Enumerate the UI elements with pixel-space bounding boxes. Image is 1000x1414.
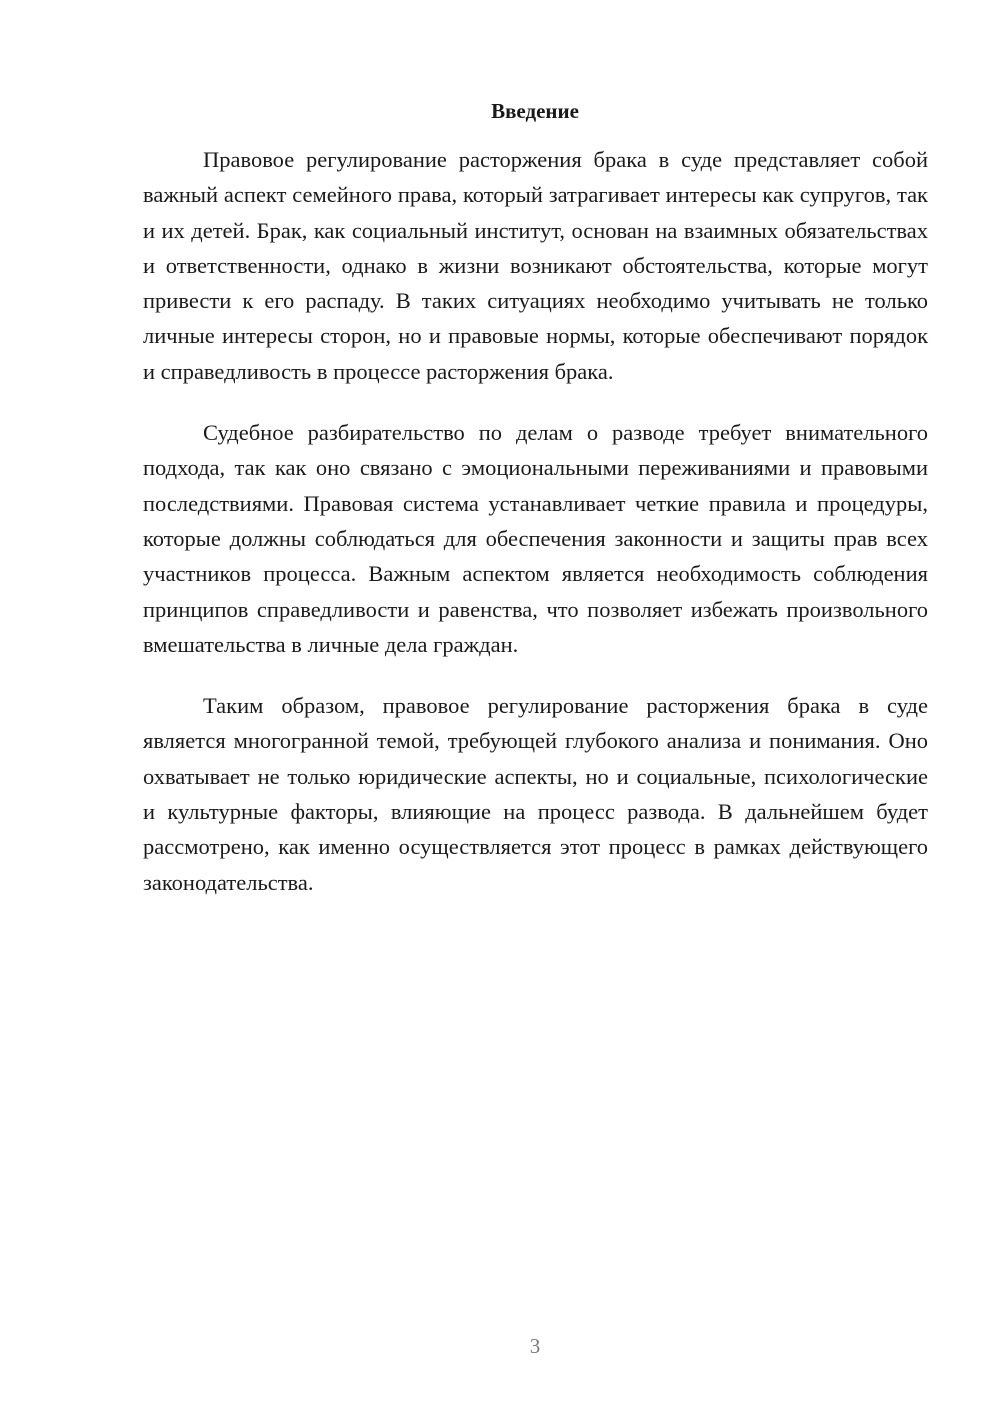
section-title: Введение: [491, 99, 579, 123]
page-number: 3: [529, 1334, 541, 1358]
paragraph-2: Судебное разбирательство по делам о разводе требует внимательного подхода, так как оно связано с эмоциональными переживаниями и правовыми последствиями. Правовая система устанавливает четкие правила и процедуры, которые должны соблюдаться для обеспечения законности и защиты прав всех участников процесса. Важным аспектом является необходимость соблюдения принципов справедливости и равенства, что позволяет избежать произвольного вмешательства в личные дела граждан.: [143, 420, 928, 657]
paragraph-1: Правовое регулирование расторжения брака в суде представляет собой важный аспект семейного права, который затрагивает интересы как супругов, так и их детей. Брак, как социальный институт, основан на взаимных обязательствах и ответственности, однако в жизни возникают обстоятельства, которые могут привести к его распаду. В таких ситуациях необходимо учитывать не только личные интересы сторон, но и правовые нормы, которые обеспечивают порядок и справедливость в процессе расторжения брака.: [143, 147, 928, 384]
paragraph-3: Таким образом, правовое регулирование расторжения брака в суде является многогранной темой, требующей глубокого анализа и понимания. Оно охватывает не только юридические аспекты, но и социальные, психологические и культурные факторы, влияющие на процесс развода. В дальнейшем будет рассмотрено, как именно осуществляется этот процесс в рамках действующего законодательства.: [143, 693, 928, 895]
body-text: [143, 142, 928, 926]
